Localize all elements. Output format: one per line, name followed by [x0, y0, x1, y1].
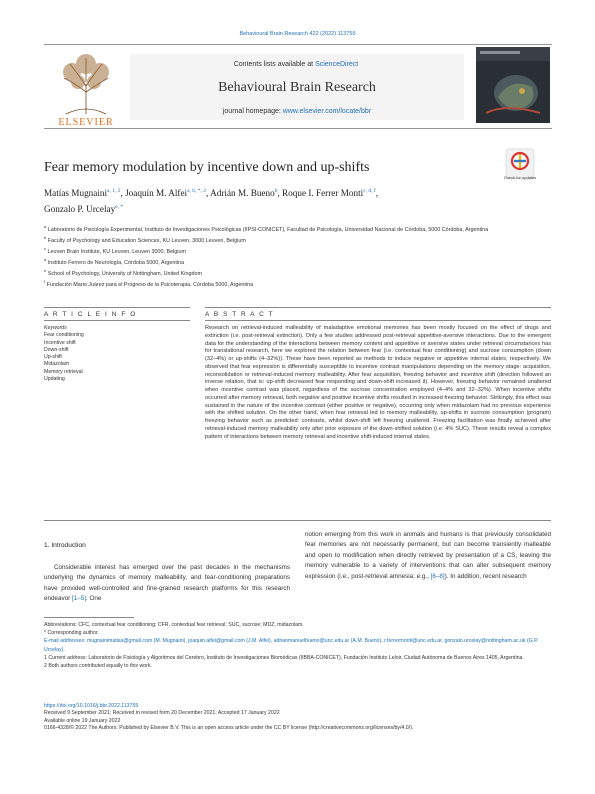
available-date: Available online 19 January 2022 [44, 717, 121, 724]
journal-homepage [130, 108, 464, 115]
author-sup[interactable]: a, b, *, 2 [187, 188, 207, 194]
footnote[interactable]: E-mail addresses: mugnainimatias@gmail.com (M. Mugnaini), joaquin.alfei@gmail.com (J.M. Alfei), adrianmanuelbueno@unc.edu.ar (A.M. Bueno), r.ferrermonti@unc.edu.ar, gonzalo.urcelay@nottingham.ac.uk (G.P. Urcelay). [44, 638, 539, 653]
keyword: Incentive shift [44, 339, 76, 346]
keywords-label: Keywords [44, 325, 67, 331]
author-name[interactable]: Joaquín M. Alfei [125, 188, 188, 199]
author-sup[interactable]: b [274, 188, 278, 194]
contents-line [130, 61, 462, 68]
author-sup[interactable]: e, * [115, 203, 124, 210]
contents-prefix: Contents lists available at [233, 61, 316, 68]
publication-info [44, 703, 551, 733]
affiliation: $^b$ Faculty of Psychology and Education Sciences, KU Leuven, 3000 Leuven, Belgium [44, 235, 246, 244]
affiliation: $^f$ Fundación Mario Juárez para el Progreso de la Psicoterapia, Córdoba 5000, Argentina [44, 279, 254, 289]
journal-cover-image[interactable] [476, 47, 550, 123]
footnotes [44, 621, 551, 670]
sciencedirect-link[interactable]: ScienceDirect [315, 61, 359, 68]
footnote: Abbreviations: CFC, contextual fear conditioning; CFR, contextual fear retrieval; SUC, sucrose; MDZ, midazolam. [44, 622, 304, 628]
abstract-text: Research on retrieval-induced malleability of maladaptive emotional memories has been mostly focused on the effect of drugs and extinction (i.e. post-retrieval extinction). Only a few studies addressed post-retrieval appetitive-aversive interactions. Due to the emergent data for the understanding of the interactions between memory content and appetitive or aversive states under retrieval circumstances has for translational research, here we explored the relation between fear (i.e. contextual fear conditioning) and sucrose consumption (down (32–4%) or up-shifts (4–32%)). These have been reported as methods to induce negative or appetitive internal states, respectively. We observed that fear expression is differentially susceptible to incentive contrast manipulations depending on the memory stage: acquisition, reconsolidation or retrieval-induced memory malleability. After fear acquisition, freezing behavior and incentive shift (direction followed an inverse relation, that is: up-shift decreased fear responding and down-shift increased it). However, freezing behavior remained unaltered when incentive contrast was placed, regardless of the sucrose concentration employed (4–4% and 32–32%). When incentive shifts occurred after memory retrieval, both negative and positive incentive shifts resulted in increased freezing behavior. Strikingly, this effect was sustained in the nature of the incentive contrast (either positive or negative), occurring only when midazolam had no previous experience with the shifted solution. On the other hand, when fear retrieval led to memory malleability, up-shifts in sucrose consumption (program) freezing behavior such as predicted: contrasts, whilst down-shift left freezing unaltered. Freezing facilitation was finally achieved after retrieval-induced memory malleability only after prior exposure of the down-shifted solution (i.e. 4% SUC). These results reveal a complex pattern of interactions between memory retrieval and incentive shift-induced internal states. [205, 325, 551, 440]
article-title: Fear memory modulation by incentive down and up-shifts [44, 160, 370, 175]
affiliation: $^c$ Leuven Brain Institute, KU Leuven, Leuven 3000, Belgium [44, 246, 186, 255]
divider [44, 307, 190, 308]
author-sup[interactable]: a, 1, 2 [107, 188, 121, 194]
elsevier-tree-logo [46, 48, 126, 124]
affiliations [44, 223, 514, 290]
affiliation: $^a$ Laboratorio de Psicología Experimental, Instituto de Investigaciones Psicológicas (IIPSI-CONICET), Facultad de Psicología, Universidad Nacional de Córdoba, 5000 Córdoba, Argentina [44, 224, 489, 233]
keywords [44, 325, 164, 383]
author-sup[interactable]: c, d, f [363, 188, 376, 194]
section-heading: 1. Introduction [44, 542, 86, 549]
publisher-name: ELSEVIER [58, 117, 114, 128]
divider [205, 320, 551, 321]
keyword: Fear conditioning [44, 332, 84, 339]
license-line[interactable]: 0166-4328/© 2022 The Authors. Published by Elsevier B.V. This is an open access article under the CC BY license (http://creativecommons.org/licenses/by/4.0/). [44, 725, 414, 732]
footnote-divider [44, 617, 134, 618]
author-name[interactable]: Gonzalo P. Urcelay [44, 203, 116, 214]
affiliation: $^e$ School of Psychology, University of Nottingham, United Kingdom [44, 268, 202, 278]
doi-link[interactable]: https://doi.org/10.1016/j.bbr.2022.113755 [44, 703, 139, 709]
keyword: Up-shift [44, 354, 62, 361]
divider [44, 520, 551, 521]
homepage-link[interactable]: www.elsevier.com/locate/bbr [282, 108, 372, 115]
citation-link[interactable]: [6–8] [430, 572, 445, 580]
divider [205, 307, 551, 308]
journal-title: Behavioural Brain Research [218, 80, 376, 95]
author-name[interactable]: Adrián M. Bueno [210, 188, 275, 199]
footnote: 2 Both authors contributed equally to this work. [44, 663, 152, 670]
received-dates: Received 9 September 2021; Received in revised form 20 December 2021; Accepted 17 January 2022 [44, 710, 280, 717]
running-header[interactable]: Behavioural Brain Research 422 (2022) 113755 [239, 31, 356, 37]
citation-link[interactable]: [1–5] [72, 595, 87, 603]
intro-right-column: notion emerging from this work in animals and humans is that previously consolidated fear memories are not necessarily permanent, but can become transiently malleable and open to modification when directly retrieved by presentation of a CS, leaving the memory vulnerable to a variety of interventions that can alter subsequent memory expression (i.e., post-retrieval amnesia; e.g., [6–8]). In addition, recent research [305, 531, 551, 580]
affiliation: $^d$ Instituto Ferrero de Neurología, Córdoba 5000, Argentina [44, 257, 185, 267]
keyword: Memory retrieval [44, 368, 83, 375]
crossmark-label: Check for updates [503, 175, 537, 180]
divider [44, 320, 190, 321]
keyword: Down-shift [44, 346, 69, 353]
footnote: 1 Current address: Laboratorio de Fisiología y Algoritmos del Cerebro, Instituto de Investigaciones Biomédicas (IIBBA-CONICET), Fundación Instituto Leloir, Ciudad Autónoma de Buenos Aires 1405, Argentina. [44, 654, 524, 661]
author-list: Matías Mugnaini$^{a, 1, 2}$, Joaquín M. Alfei$^{a, b, *, 2}$, Adrián M. Bueno$^b$, Roque I. Ferrer Monti$^{c, d, f}$, Gonzalo P. Urcelay$^{e, *}$ [44, 188, 379, 214]
intro-left-column: Considerable interest has emerged over the past decades in the mechanisms underlying the dynamics of memory malleability, and fear-conditioning preparations have provided well-controlled and fine-grained research platforms for this research endeavor [1–5]. One [44, 564, 290, 603]
footnote: * Corresponding author. [44, 630, 99, 637]
article-info-heading: A R T I C L E I N F O [44, 311, 137, 318]
keyword: Updating [44, 376, 65, 383]
keyword: Midazolam [44, 361, 70, 368]
homepage-prefix: journal homepage: [222, 108, 283, 115]
author-name[interactable]: Matías Mugnaini [44, 188, 108, 199]
author-name[interactable]: Roque I. Ferrer Monti [282, 188, 364, 199]
abstract-heading: A B S T R A C T [205, 311, 275, 318]
